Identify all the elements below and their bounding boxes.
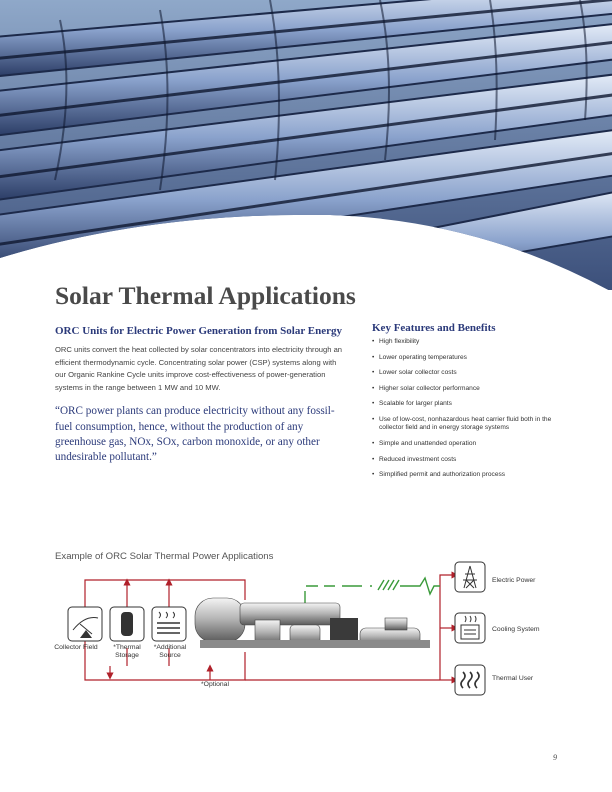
feature-item: • Scalable for larger plants xyxy=(372,400,572,408)
solar-trough-photo xyxy=(0,0,612,290)
feature-item: • Simple and unattended operation xyxy=(372,440,572,448)
cooling-system-label: Cooling System xyxy=(492,626,540,633)
features-list xyxy=(372,338,572,480)
feature-item: • Simplified permit and authorization process xyxy=(372,471,572,479)
thermal-storage-label: *Thermal Storage xyxy=(113,644,141,659)
features-section xyxy=(372,322,572,487)
thermal-user-label: Thermal User xyxy=(492,675,534,682)
electric-power-label: Electric Power xyxy=(492,577,536,584)
pull-quote: “ORC power plants can produce electricity without any fossil-fuel consumption, hence, without the production of any greenhouse gas, NOx, SOx, carbon monoxide, or any other undesirable pollutant.” xyxy=(55,405,335,463)
additional-source-label: *Additional Source xyxy=(153,644,187,659)
feature-item: • Lower operating temperatures xyxy=(372,354,572,362)
intro-body: ORC units convert the heat collected by solar concentrators into electricity through an efficient thermodynamic cycle. Concentrating solar power (CSP) systems along with our Organic Rankine Cycle units improve cost-effectiveness of power-generation systems in the range between 1 MW and 10 MW. xyxy=(55,345,343,392)
additional-source-icon xyxy=(152,607,186,641)
feature-item: • Reduced investment costs xyxy=(372,456,572,464)
collector-field-icon xyxy=(68,607,102,641)
electric-power-icon xyxy=(455,562,485,592)
intro-subtitle: ORC Units for Electric Power Generation from Solar Energy xyxy=(55,325,342,337)
collector-field-label: Collector Field xyxy=(54,644,98,651)
orc-unit-illustration xyxy=(195,598,430,648)
feature-item: • High flexibility xyxy=(372,338,572,346)
intro-section xyxy=(55,325,345,465)
feature-item: • Higher solar collector performance xyxy=(372,385,572,393)
page-number: 9 xyxy=(553,753,557,762)
features-title: Key Features and Benefits xyxy=(372,322,496,334)
feature-item: • Use of low-cost, nonhazardous heat carrier fluid both in the collector field and in energy storage systems xyxy=(372,416,572,433)
page-title: Solar Thermal Applications xyxy=(55,281,356,310)
feature-item: • Lower solar collector costs xyxy=(372,369,572,377)
thermal-storage-icon xyxy=(110,607,144,641)
thermal-user-icon xyxy=(455,665,485,695)
diagram-title: Example of ORC Solar Thermal Power Applications xyxy=(55,551,274,562)
electric-line xyxy=(305,578,440,603)
optional-note: *Optional xyxy=(201,681,229,688)
cooling-system-icon xyxy=(455,613,485,643)
